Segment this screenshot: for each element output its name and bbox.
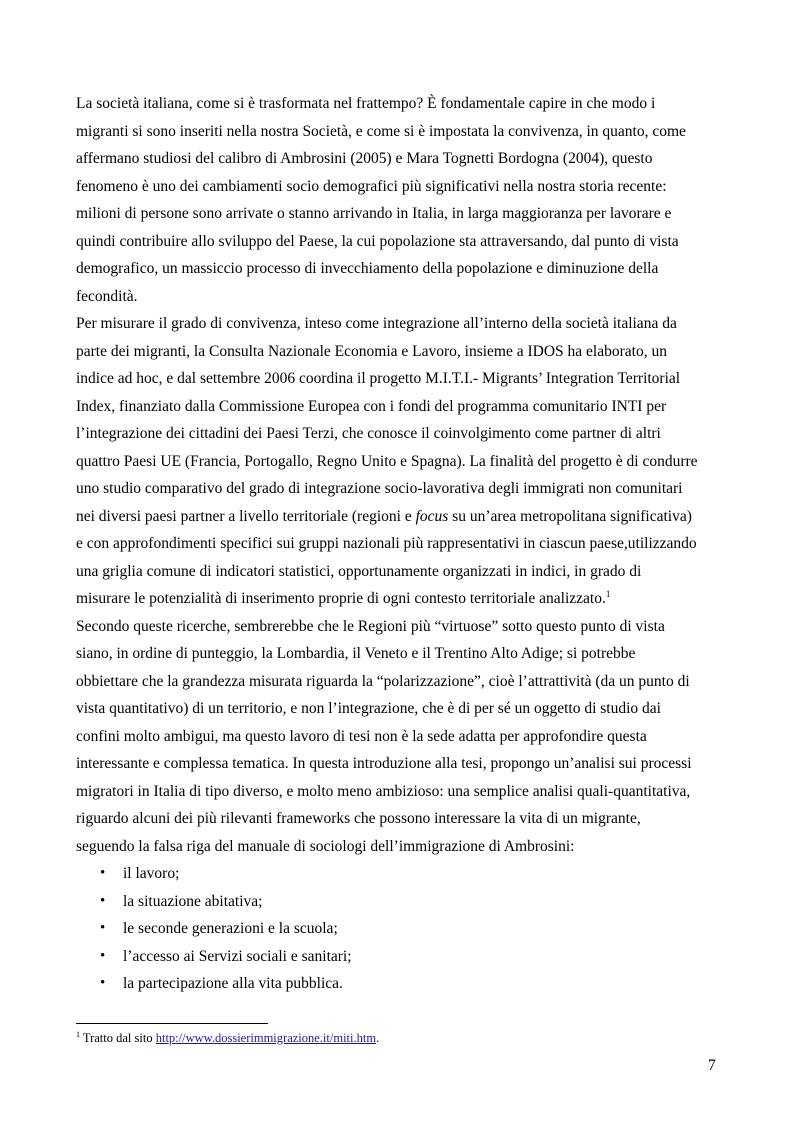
- text-line: e con approfondimenti specifici sui gruppi nazionali più rappresentativi in ciascun paese,utilizzando: [76, 535, 697, 552]
- text-line: migranti si sono inseriti nella nostra Società, e come si è impostata la convivenza, in quanto, come: [76, 122, 686, 140]
- bullet-item: [76, 943, 718, 971]
- italic-emphasis: focus: [415, 507, 449, 525]
- footnote-reference: 1: [605, 589, 611, 599]
- bullet-text: l’accesso ai Servizi sociali e sanitari;: [123, 947, 352, 965]
- bullet-icon: •: [100, 947, 106, 964]
- bullet-icon: •: [100, 892, 106, 909]
- text-line-with-footnote-ref: [76, 585, 718, 613]
- text-line: indice ad hoc, e dal settembre 2006 coordina il progetto M.I.T.I.- Migrants’ Integration Territorial: [76, 370, 681, 387]
- footnote-prefix: Tratto dal sito: [80, 1031, 156, 1045]
- bullet-icon: •: [100, 920, 106, 936]
- text-line: migratori in Italia di tipo diverso, e molto meno ambizioso: una semplice analisi quali-quantitativa,: [76, 782, 691, 800]
- text-line: Per misurare il grado di convivenza, inteso come integrazione all’interno della società italiana da: [76, 315, 677, 332]
- text-segment: su un’area metropolitana significativa): [448, 507, 692, 525]
- bullet-text: le seconde generazioni e la scuola;: [123, 920, 338, 937]
- text-line: milioni di persone sono arrivate o stanno arrivando in Italia, in larga maggioranza per lavorare e: [76, 205, 672, 222]
- page-number: 7: [708, 1057, 716, 1074]
- bullet-icon: •: [100, 865, 106, 881]
- text-line: parte dei migranti, la Consulta Nazionale Economia e Lavoro, insieme a IDOS ha elaborato, un: [76, 342, 667, 360]
- text-segment: misurare le potenzialità di inserimento proprie di ogni contesto territoriale analizzato.: [76, 590, 606, 607]
- text-line: affermano studiosi del calibro di Ambrosini (2005) e Mara Tognetti Bordogna (2004), questo: [76, 150, 653, 167]
- footnote-separator: [76, 1023, 268, 1024]
- bullet-list: [76, 860, 718, 998]
- footnote-link[interactable]: http://www.dossierimmigrazione.it/miti.htm: [155, 1031, 377, 1045]
- text-line: obbiettare che la grandezza misurata riguarda la “polarizzazione”, cioè l’attrattività (da un punto di: [76, 672, 690, 690]
- bullet-item: [76, 970, 718, 998]
- text-line: seguendo la falsa riga del manuale di sociologi dell’immigrazione di Ambrosini:: [76, 837, 575, 855]
- text-line: quindi contribuire allo sviluppo del Paese, la cui popolazione sta attraversando, dal punto di vista: [76, 232, 679, 250]
- text-line-focus: [76, 503, 718, 531]
- text-line: vista quantitativo) di un territorio, e non l’integrazione, che è di per sé un oggetto di studio dai: [76, 700, 661, 717]
- bullet-icon: •: [100, 975, 106, 991]
- bullet-item: [76, 860, 718, 888]
- text-line: Index, finanziato dalla Commissione Europea con i fondi del programma comunitario INTI per: [76, 397, 667, 415]
- text-line: La società italiana, come si è trasformata nel frattempo? È fondamentale capire in che modo i: [76, 95, 656, 112]
- text-line: interessante e complessa tematica. In questa introduzione alla tesi, propongo un’analisi sui processi: [76, 755, 692, 772]
- footnote-suffix: .: [376, 1031, 380, 1045]
- text-line: siano, in ordine di punteggio, la Lombardia, il Veneto e il Trentino Alto Adige; si potrebbe: [76, 645, 636, 662]
- bullet-text: il lavoro;: [123, 865, 180, 882]
- text-line: Secondo queste ricerche, sembrerebbe che le Regioni più “virtuose” sotto questo punto di vista: [76, 617, 665, 635]
- text-line: quattro Paesi UE (Francia, Portogallo, Regno Unito e Spagna). La finalità del progetto è di condurre: [76, 452, 698, 470]
- footnote: [76, 1030, 379, 1046]
- text-line: una griglia comune di indicatori statistici, opportunamente organizzati in indici, in grado di: [76, 562, 642, 580]
- text-segment: nei diversi paesi partner a livello territoriale (regioni e: [76, 507, 416, 525]
- bullet-text: la partecipazione alla vita pubblica.: [123, 975, 343, 992]
- bullet-text: la situazione abitativa;: [123, 892, 263, 910]
- text-line: riguardo alcuni dei più rilevanti frameworks che possono interessare la vita di un migrante,: [76, 810, 641, 827]
- text-line: demografico, un massiccio processo di invecchiamento della popolazione e diminuzione della: [76, 260, 659, 277]
- text-line: fenomeno è uno dei cambiamenti socio demografici più significativi nella nostra storia recente:: [76, 177, 667, 195]
- bullet-item: [76, 888, 718, 916]
- bullet-item: [76, 915, 718, 943]
- body-text: [76, 90, 718, 998]
- text-line: confini molto ambigui, ma questo lavoro di tesi non è la sede adatta per approfondire questa: [76, 727, 647, 745]
- footnote-number: 1: [76, 1030, 80, 1039]
- text-line: fecondità.: [76, 287, 138, 305]
- text-line: uno studio comparativo del grado di integrazione socio-lavorativa degli immigrati non comunitari: [76, 480, 683, 497]
- text-line: l’integrazione dei cittadini dei Paesi Terzi, che conosce il coinvolgimento come partner di altri: [76, 425, 661, 442]
